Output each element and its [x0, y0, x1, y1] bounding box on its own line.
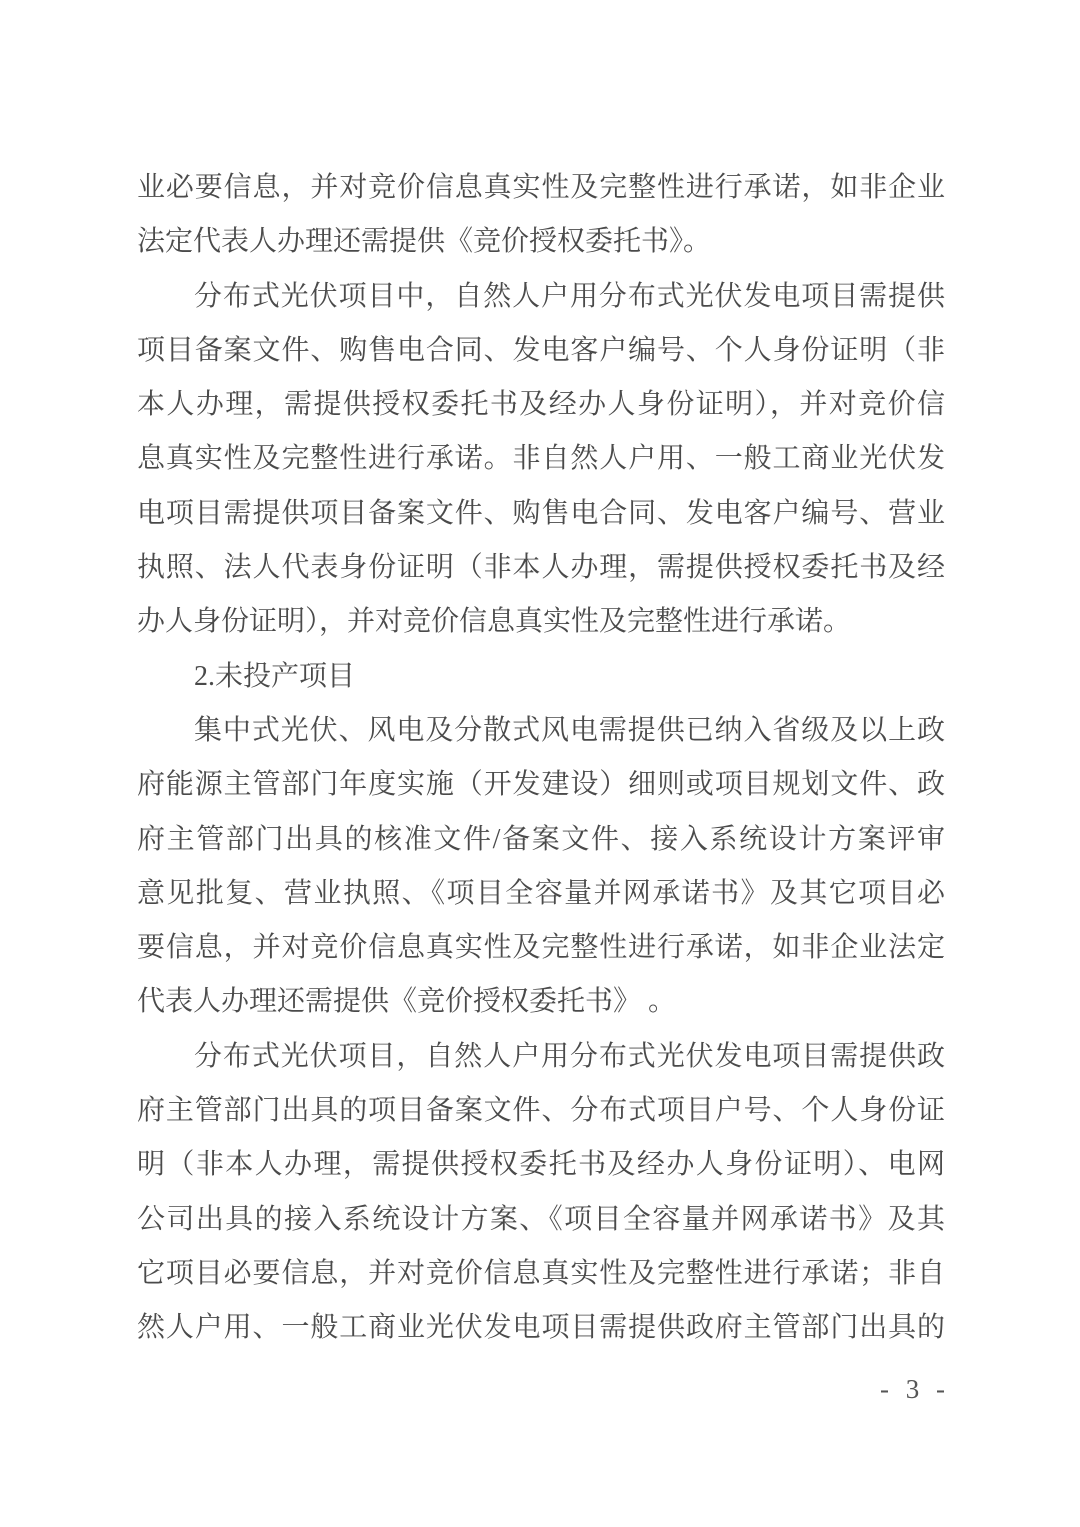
text-line: 分布式光伏项目中，自然人户用分布式光伏发电项目需提供	[194, 280, 945, 312]
text-line: 集中式光伏、风电及分散式风电需提供已纳入省级及以上政	[194, 714, 945, 746]
text-line: 公司出具的接入系统设计方案、《项目全容量并网承诺书》及其	[137, 1203, 945, 1235]
text-line: 业必要信息，并对竞价信息真实性及完整性进行承诺，如非企业	[137, 172, 945, 203]
text-line: 明（非本人办理，需提供授权委托书及经办人身份证明）、电网	[137, 1149, 945, 1181]
text-line: 本人办理，需提供授权委托书及经办人身份证明），并对竞价信	[137, 389, 945, 421]
document-body	[137, 161, 945, 1356]
text-line: 府能源主管部门年度实施（开发建设）细则或项目规划文件、政	[137, 769, 945, 801]
text-line: 执照、法人代表身份证明（非本人办理，需提供授权委托书及经	[137, 552, 945, 584]
text-line: 法定代表人办理还需提供《竞价授权委托书》。	[137, 226, 712, 258]
text-line: 项目备案文件、购售电合同、发电客户编号、个人身份证明（非	[137, 334, 945, 366]
text-line: 电项目需提供项目备案文件、购售电合同、发电客户编号、营业	[137, 497, 945, 529]
text-line: 办人身份证明），并对竞价信息真实性及完整性进行承诺。	[137, 606, 852, 638]
text-line: 2.未投产项目	[194, 660, 356, 692]
text-line: 它项目必要信息，并对竞价信息真实性及完整性进行承诺；非自	[137, 1257, 945, 1289]
text-line: 府主管部门出具的核准文件/备案文件、接入系统设计方案评审	[137, 823, 945, 855]
text-line: 息真实性及完整性进行承诺。非自然人户用、一般工商业光伏发	[137, 443, 945, 475]
text-line: 意见批复、营业执照、《项目全容量并网承诺书》及其它项目必	[137, 877, 945, 909]
text-line: 要信息，并对竞价信息真实性及完整性进行承诺，如非企业法定	[137, 932, 945, 964]
text-line: 然人户用、一般工商业光伏发电项目需提供政府主管部门出具的	[137, 1312, 945, 1344]
text-line: 府主管部门出具的项目备案文件、分布式项目户号、个人身份证	[137, 1095, 945, 1127]
page-number: - 3 -	[880, 1374, 950, 1404]
text-line: 代表人办理还需提供《竞价授权委托书》 。	[137, 986, 677, 1018]
text-line: 分布式光伏项目，自然人户用分布式光伏发电项目需提供政	[194, 1040, 945, 1072]
